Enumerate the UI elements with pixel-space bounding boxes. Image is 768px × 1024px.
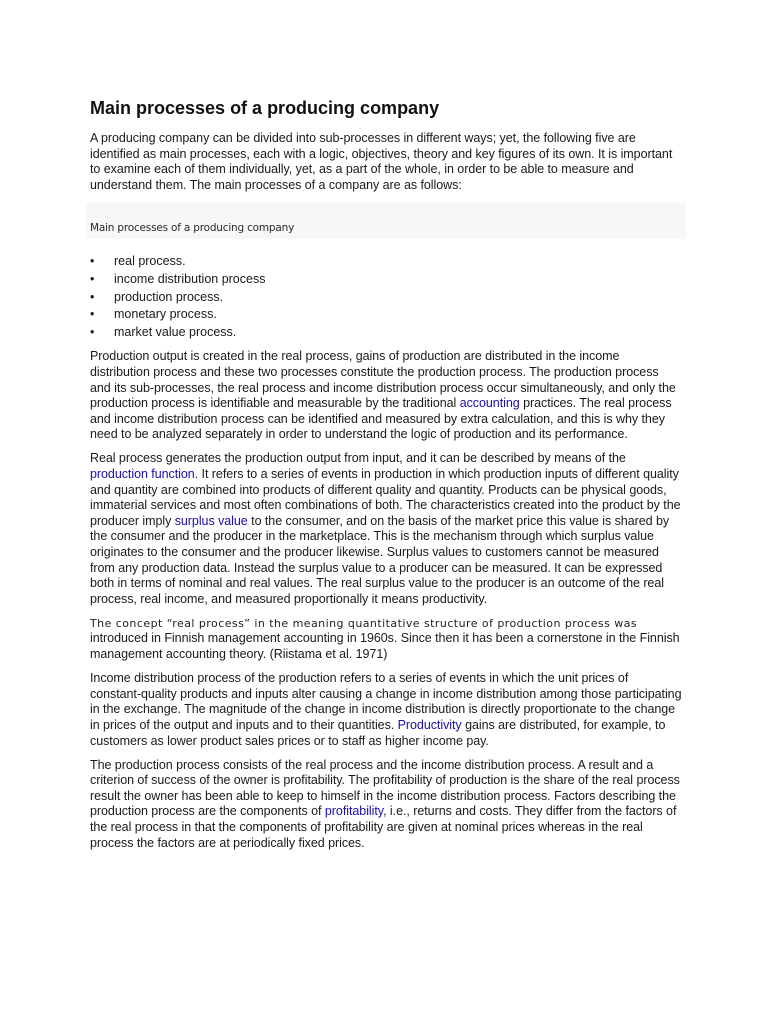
list-item: • production process. (90, 289, 682, 307)
list-item: • monetary process. (90, 306, 682, 324)
production-function-paragraph: Real process generates the production output from input, and it can be described by means of the production function. It refers to a series of events in production in which production inputs of different quality and quantity are combined into products of different quality and quantity. Products can be physical goods, immaterial services and most often combinations of both. The characteristics created into the product by the producer imply surplus value to the consumer, and on the basis of the market price this value is shared by the consumer and the producer in the marketplace. This is the mechanism through which surplus value originates to the consumer and the producer likewise. Surplus values to customers cannot be measured from any production data. Instead the surplus value to a producer can be measured. It can be expressed both in terms of nominal and real values. The real surplus value to the producer is an outcome of the real process, real income, and measured proportionally it means productivity. (90, 451, 681, 606)
list-item: • market value process. (90, 324, 682, 342)
list-item: • income distribution process (90, 271, 682, 289)
real-process-paragraph: Production output is created in the real process, gains of production are distributed in the income distribution process and these two processes constitute the production process. The production process and its sub-processes, the real process and income distribution process occur simultaneously, and only the production process is identifiable and measurable by the traditional accounting practices. The real process and income distribution process can be identified and measured by extra calculation, and this is why they need to be analyzed separately in order to understand the logic of production and its performance. (90, 349, 676, 442)
bullet: • (90, 254, 95, 269)
surplus-value-link[interactable]: surplus value (174, 513, 248, 528)
figure-caption-box (86, 203, 686, 239)
productivity-link[interactable]: Productivity (397, 717, 462, 732)
bullet: • (90, 271, 95, 286)
list-item: • real process. (90, 253, 682, 271)
production-process-paragraph: The production process consists of the real process and the income distribution process. A result and a criterion of success of the owner is profitability. The profitability of production is the share of the real process result the owner has been able to keep to himself in the income distribution process. Factors describing the production process are the components of profitability, i.e., returns and costs. They differ from the factors of the real process in that the components of profitability are given at nominal prices whereas in the real process the factors are at periodically fixed prices. (90, 757, 680, 850)
accounting-link[interactable]: accounting (459, 396, 520, 411)
income-distribution-paragraph: Income distribution process of the production refers to a series of events in which the unit prices of constant-quality products and inputs alter causing a change in income distribution among those participating in the exchange. The magnitude of the change in income distribution is directly proportionate to the change in prices of the output and inputs and to their quantities. Productivity gains are distributed, for example, to customers as lower product sales prices or to staff as higher income pay. (90, 671, 682, 748)
bullet: • (90, 307, 95, 322)
page-title: Main processes of a producing company (90, 98, 440, 118)
production-function-link[interactable]: production function (90, 467, 195, 481)
concept-sentence: The concept “real process” in the meaning quantitative structure of production process was (90, 616, 638, 630)
figure-caption: Main processes of a producing company (90, 222, 295, 235)
intro-paragraph: A producing company can be divided into sub-processes in different ways; yet, the following five are identified as main processes, each with a logic, objectives, theory and key figures of its own. It is important to examine each of them individually, yet, as a part of the whole, in order to be able to measure and understand them. The main processes of a company are as follows: (90, 131, 673, 192)
bullet: • (90, 324, 95, 339)
process-list (90, 253, 682, 341)
concept-paragraph: The concept “real process” in the meaning quantitative structure of production process was introduced in Finnish management accounting in 1960s. Since then it has been a cornerstone in the Finnish management accounting theory. (Riistama et al. 1971) (90, 616, 680, 662)
article (90, 96, 682, 860)
bullet: • (90, 289, 95, 304)
profitability-link[interactable]: profitability (324, 804, 384, 819)
